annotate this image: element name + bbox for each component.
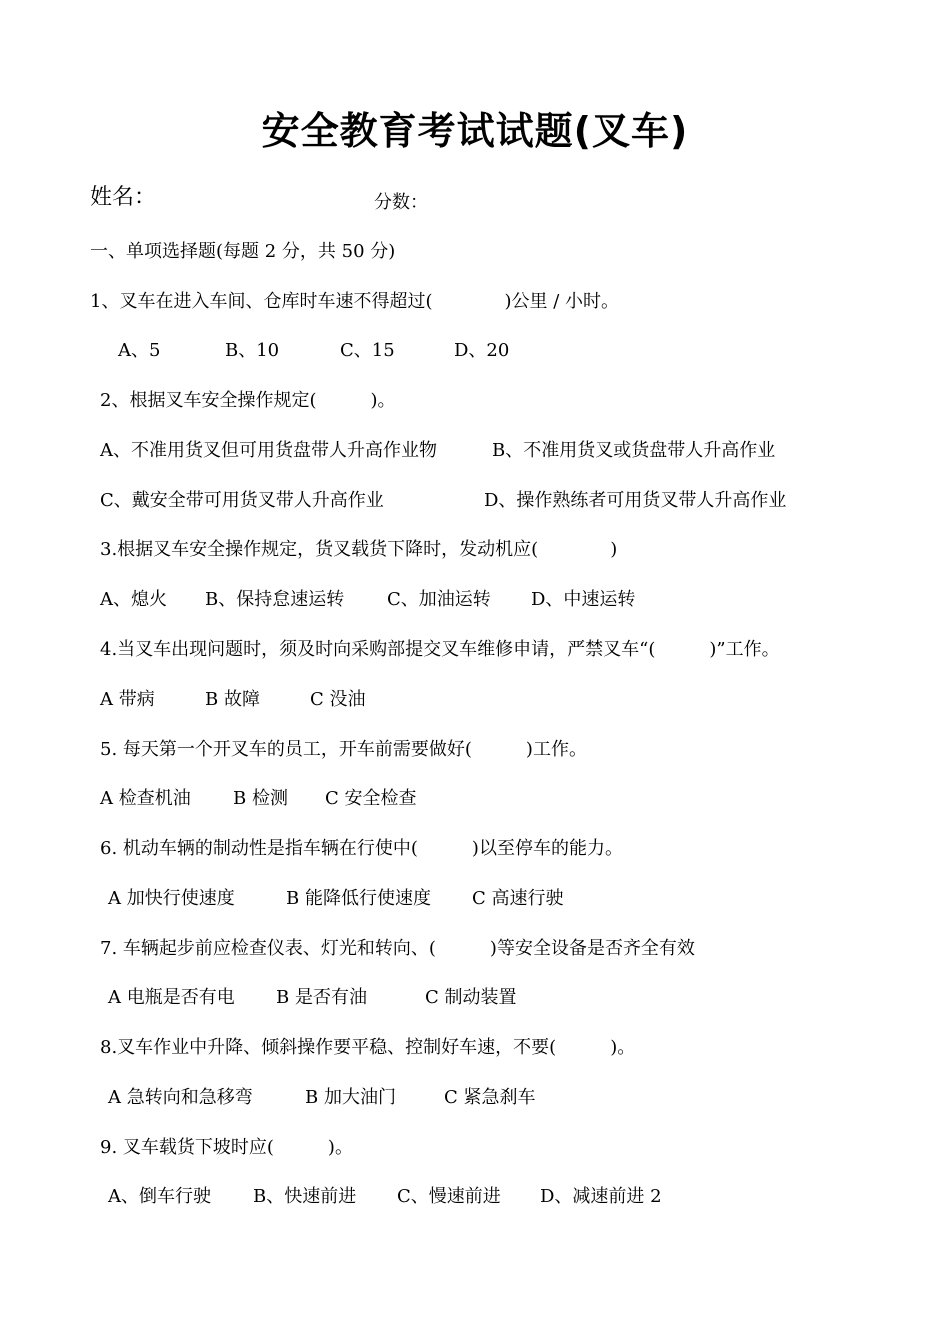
q1-option-c: C、15 [340, 340, 395, 361]
question-7: 7. 车辆起步前应检查仪表、灯光和转向、( )等安全设备是否齐全有效 [100, 938, 695, 959]
q4-option-a: A 带病 [100, 689, 155, 710]
q5-option-b: B 检测 [233, 788, 288, 809]
q9-option-d: D、减速前进 2 [540, 1186, 662, 1207]
q1-option-d: D、20 [454, 340, 510, 361]
q6-option-c: C 高速行驶 [472, 888, 564, 909]
page-title: 安全教育考试试题(叉车) [261, 109, 689, 153]
q7-option-b: B 是否有油 [276, 987, 367, 1008]
q6-option-b: B 能降低行使速度 [286, 888, 431, 909]
q3-option-c: C、加油运转 [387, 589, 491, 610]
section-heading: 一、单项选择题(每题 2 分，共 50 分) [90, 241, 396, 262]
question-3: 3.根据叉车安全操作规定，货叉载货下降时，发动机应( ) [100, 539, 618, 560]
q8-option-a: A 急转向和急移弯 [108, 1087, 253, 1108]
q4-option-b: B 故障 [205, 689, 260, 710]
q8-option-b: B 加大油门 [305, 1087, 396, 1108]
q9-option-a: A、倒车行驶 [108, 1186, 211, 1207]
name-label: 姓名： [90, 185, 157, 210]
question-6: 6. 机动车辆的制动性是指车辆在行使中( )以至停车的能力。 [100, 838, 623, 859]
q2-option-a: A、不准用货叉但可用货盘带人升高作业物 [100, 440, 437, 461]
question-9: 9. 叉车载货下坡时应( )。 [100, 1137, 353, 1158]
q5-option-a: A 检查机油 [100, 788, 191, 809]
q3-option-d: D、中速运转 [531, 589, 636, 610]
score-label: 分数： [374, 192, 428, 213]
q2-option-d: D、操作熟练者可用货叉带人升高作业 [484, 490, 787, 511]
q9-option-b: B、快速前进 [253, 1186, 357, 1207]
q8-option-c: C 紧急刹车 [444, 1087, 536, 1108]
q3-option-a: A、熄火 [100, 589, 167, 610]
q1-option-a: A、5 [118, 340, 161, 361]
question-4: 4.当叉车出现问题时，须及时向采购部提交叉车维修申请，严禁叉车“( )”工作。 [100, 639, 780, 660]
q6-option-a: A 加快行使速度 [108, 888, 235, 909]
q7-option-c: C 制动装置 [425, 987, 517, 1008]
q3-option-b: B、保持怠速运转 [205, 589, 345, 610]
q7-option-a: A 电瓶是否有电 [108, 987, 235, 1008]
q9-option-c: C、慢速前进 [397, 1186, 501, 1207]
q4-option-c: C 没油 [310, 689, 366, 710]
question-1: 1、叉车在进入车间、仓库时车速不得超过( )公里 / 小时。 [90, 291, 620, 312]
q2-option-b: B、不准用货叉或货盘带人升高作业 [492, 440, 776, 461]
q1-option-b: B、10 [225, 340, 280, 361]
question-2: 2、根据叉车安全操作规定( )。 [100, 390, 396, 411]
q5-option-c: C 安全检查 [325, 788, 417, 809]
q2-option-c: C、戴安全带可用货叉带人升高作业 [100, 490, 384, 511]
question-8: 8.叉车作业中升降、倾斜操作要平稳、控制好车速，不要( )。 [100, 1037, 636, 1058]
question-5: 5. 每天第一个开叉车的员工，开车前需要做好( )工作。 [100, 739, 587, 760]
